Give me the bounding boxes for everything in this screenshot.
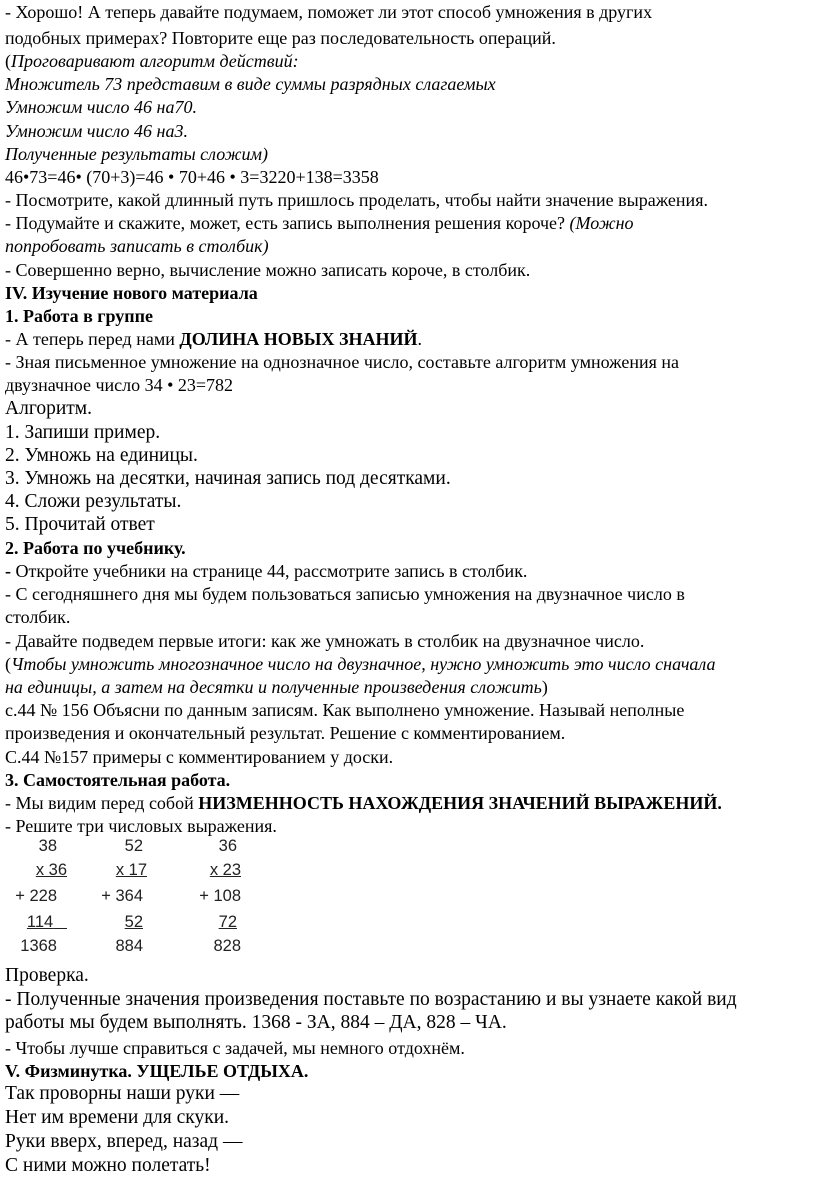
text-fragment: - Подумайте и скажите, может, есть запись выполнения решения короче? [5,213,570,233]
text-fragment: - Мы видим перед собой [5,793,199,813]
paragraph-line: столбик. [5,607,71,627]
multiplier: x 23 [209,861,241,879]
multiplicand: 52 [124,837,143,855]
subsection-heading: 1. Работа в группе [5,306,153,326]
paragraph-line: - Посмотрите, какой длинный путь пришлось проделать, чтобы найти значение выражения. [5,190,708,210]
italic-line: Умножим число 46 на70. [5,97,197,117]
text-fragment: Откройте учебники на странице 44, рассмотрите запись в столбик. [15,561,528,581]
italic-line: Умножим число 46 на3. [5,121,188,141]
column-multiplications [5,834,265,958]
partial-product-value: 114 [26,913,54,931]
paragraph-line: - Хорошо! А теперь давайте подумаем, поможет ли этот способ умножения в других [5,2,653,22]
paragraph-line: - Совершенно верно, вычисление можно записать короче, в столбик. [5,260,531,280]
bold-text: НИЗМЕННОСТЬ НАХОЖДЕНИЯ ЗНАЧЕНИЙ ВЫРАЖЕНИЙ. [198,793,722,813]
text-fragment: ( [5,51,11,71]
subsection-heading: 2. Работа по учебнику. [5,538,186,558]
algorithm-step: 3. Умножь на десятки, начиная запись под десятками. [5,468,451,489]
text-fragment: - [5,561,16,581]
subsection-heading: 3. Самостоятельная работа. [5,770,231,790]
paragraph-line [5,214,634,232]
text-fragment: . [417,329,422,349]
roman-numeral: IV [5,283,23,303]
italic-text: (Можно [569,213,634,233]
paragraph-line: двузначное число 34 • 23=782 [5,375,234,395]
paragraph-line: с.44 № 156 Объясни по данным записям. Как выполнено умножение. Называй неполные [5,700,685,720]
algorithm-step: 5. Прочитай ответ [5,514,155,535]
poem-line: Нет им времени для скуки. [5,1107,230,1128]
text-fragment: ) [541,677,548,697]
paragraph-line: работы мы будем выполнять. 1368 - ЗА, 884 – ДА, 828 – ЧА. [5,1012,507,1033]
section-heading: V. Физминутка. УЩЕЛЬЕ ОТДЫХА. [5,1061,309,1081]
check-title: Проверка. [5,965,89,986]
paragraph-line: - Чтобы лучше справиться с задачей, мы немного отдохнём. [5,1038,465,1058]
italic-line: попробовать записать в столбик) [5,236,269,256]
multiplier: x 36 [35,861,67,879]
text-fragment: - А теперь перед нами [5,329,180,349]
product-result: 884 [115,937,143,955]
italic-line: Полученные результаты сложим) [5,144,268,164]
multiplicand: 36 [218,837,237,855]
paragraph-line: - Зная письменное умножение на однозначное число, составьте алгоритм умножения на [5,352,679,372]
equation-line: 46•73=46• (70+3)=46 • 70+46 • 3=3220+138=3358 [5,167,379,187]
product-result: 828 [213,937,241,955]
paragraph-line [5,678,548,696]
poem-line: Руки вверх, вперед, назад — [5,1131,243,1152]
section-heading [5,284,258,302]
paragraph-line [5,794,722,812]
paragraph-line: - Давайте подведем первые итоги: как же умножать в столбик на двузначное число. [5,631,645,651]
italic-line: Множитель 73 представим в виде суммы разрядных слагаемых [5,74,496,94]
text-fragment: ( [5,654,11,674]
paragraph-line: - Полученные значения произведения поставьте по возрастанию и вы узнаете какой вид [5,989,737,1010]
paragraph-line [5,52,299,70]
product-result: 1368 [20,937,57,955]
paragraph-line [5,562,527,580]
algorithm-step: 1. Запиши пример. [5,422,161,443]
text-fragment: . [22,283,32,303]
paragraph-line: подобных примерах? Повторите еще раз последовательность операций. [5,28,556,48]
algorithm-step: 2. Умножь на единицы. [5,445,198,466]
paragraph-line: - С сегодняшнего дня мы будем пользоваться записью умножения на двузначное число в [5,584,685,604]
paragraph-line: С.44 №157 примеры с комментированием у доски. [5,747,394,767]
italic-text: на единицы, а затем на десятки и полученные произведения сложить [5,677,542,697]
algorithm-title: Алгоритм. [5,398,92,419]
partial-product: 52 [124,913,143,931]
partial-product: + 228 [15,887,57,905]
multiplier: x 17 [115,861,147,879]
bold-text: ДОЛИНА НОВЫХ ЗНАНИЙ [179,329,418,349]
partial-product: 72 [218,913,237,931]
partial-product: + 108 [199,887,241,905]
italic-text: Проговаривают алгоритм действий: [11,51,299,71]
algorithm-step: 4. Сложи результаты. [5,491,182,512]
paragraph-line [5,655,716,673]
poem-line: Так проворны наши руки — [5,1083,240,1104]
paragraph-line: - Решите три числовых выражения. [5,816,277,836]
poem-line: С ними можно полетать! [5,1155,211,1176]
multiplicand: 38 [38,837,57,855]
italic-text: Чтобы умножить многозначное число на двузначное, нужно умножить это число сначала [11,654,716,674]
partial-product [27,914,67,931]
partial-product: + 364 [101,887,143,905]
paragraph-line: произведения и окончательный результат. Решение с комментированием. [5,723,566,743]
section-title: Изучение нового материала [31,283,258,303]
paragraph-line [5,330,422,348]
